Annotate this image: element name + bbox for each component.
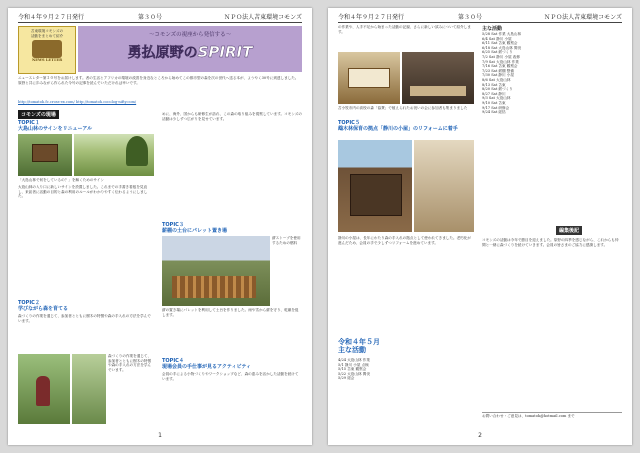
topic-2-text-cont: 森づくりの作業を通じて、参加者とともに樹木の特徴や森の手入れの方法を学んでいます。 — [108, 354, 152, 372]
photo-caption-2: 苫小牧市内の高校の森「協賛」で植えられたお祝いの会に参加者も集まりました — [338, 106, 468, 110]
topic-3-text: 薪の置き場にパレットを利用して土台を作りました。雨や雪から薪を守り、乾燥を促します。 — [162, 308, 299, 317]
topic-2-text: 森づくりの作業を通じて、参加者とともに樹木の特徴や森の手入れの方法を学んでいます。 — [18, 314, 151, 323]
activity-item: 9/17 Sat 研修会 — [482, 105, 510, 110]
activity-item: 7/9 Sat 大島山林 作業 — [482, 59, 519, 64]
contact-line[interactable]: お問い合わせ・ご意見は、tomatoh@hotmail.com まで — [482, 412, 622, 424]
table-icon — [410, 86, 466, 96]
banner-title-en: SPIRIT — [197, 43, 253, 61]
info-box — [18, 26, 76, 74]
activity-item: 6/18 Sat 大島山林 間伐 — [482, 45, 522, 50]
logo-text: NEWS LETTER — [31, 58, 63, 63]
tree-icon — [126, 136, 148, 166]
photo-meadow — [74, 134, 154, 176]
col2-text-1: めに、海外、国からも研修生が訪れ、この森の取り組みを視察しています。コモンズの活動は少しずつ広がりを見せています。 — [162, 112, 302, 121]
activity-item: 6/11 Sat 苫東 観察会 — [482, 41, 518, 46]
issue-date: 令和４年９月２７日発行 — [338, 14, 405, 21]
page-number: 2 — [478, 432, 482, 439]
photo-sign — [18, 134, 72, 176]
photo-cabin — [338, 140, 412, 232]
activity-item: 8/20 Sat 薪づくり — [482, 87, 513, 92]
activity-list — [482, 32, 622, 115]
photo-work — [72, 354, 106, 424]
section-label: コモンズの現場 — [18, 110, 59, 119]
editor-note-text: コモンズの活動は今年で節目を迎えました。原野の四季を感じながら、これからも仲間と一緒に森づくりを続けていきます。会員の皆さまのご協力に感謝します。 — [482, 238, 619, 247]
topic-5-text: 静川の小屋は、長年にわたり森の手入れの拠点として使われてきました。老朽化が進んだため、会員の手で少しずつリフォームを進めています。 — [338, 236, 471, 245]
topic-4-heading: TOPIC４ 現場会員の手仕事が見るアクティビティ — [162, 358, 252, 370]
activity-item: 9/10 Sat 苫東 — [482, 100, 506, 105]
intro-text: ニュースレター第３０号をお届けします。者の生活とアフリカの環境の改善を身近なところから始めてこの都市型の森を次の世代へ送る本が、ようやく30号に到達しました。原野と共に歩みながら作られた今号の記事を読んでいただければ幸いです。 — [18, 76, 299, 85]
activity-item: 7/16 Sat 苫東 観察会 — [482, 64, 518, 69]
topic-2-heading: TOPIC２ 学びながら森を育てる — [18, 300, 69, 312]
activity-item: 6/25 Sat 薪づくり — [482, 50, 513, 55]
report-item: 5/22 大島山林 間伐 — [338, 371, 370, 376]
photo-signboard — [338, 52, 400, 104]
org-name: ＮＰＯ法人苫東環境コモンズ — [224, 14, 302, 21]
activity-item: 7/23 Sat 薪棚 整備 — [482, 68, 514, 73]
report-item: 5/29 総会 — [338, 376, 355, 381]
photo-gathering — [402, 52, 474, 104]
newsletter-page-1 — [8, 8, 312, 445]
logo-icon — [32, 40, 62, 58]
photo-interior — [414, 140, 474, 232]
activity-item: 5/28 Sat 作業 大島山林 — [482, 32, 522, 36]
topic-3-heading: TOPIC３ 薪棚の土台にパレット置き場 — [162, 222, 227, 234]
report-list — [338, 358, 474, 381]
cabin-icon — [350, 174, 402, 216]
photo-woodpile — [162, 236, 270, 306]
issue-number: 第３０号 — [138, 14, 163, 21]
issue-date: 令和４年９月２７日発行 — [18, 14, 85, 21]
activity-item: 9/3 Sat 大島山林 — [482, 96, 511, 101]
activity-heading: 主な活動 — [482, 26, 503, 32]
website-urls[interactable]: http://tomatoh.fc.cross-ex.com/ http://tomatoh.cocolog-nifty.com/ — [18, 100, 137, 104]
newsletter-page-2 — [328, 8, 632, 445]
issue-number: 第３０号 — [458, 14, 483, 21]
topic-4-text: 会員の手による小物づくりやワークショップなど、森の恵みを活かした活動を続けています。 — [162, 372, 299, 381]
activity-item: 6/4 Sat 静川 小屋 — [482, 36, 512, 41]
page-header — [338, 12, 622, 23]
photo-caption-3: 薪ストーブを使用するための燃料 — [272, 236, 301, 245]
info-line-2: 活動をまとめて紹介 — [30, 33, 64, 38]
banner-title — [78, 42, 302, 62]
activity-item: 8/6 Sat 大島山林 — [482, 77, 511, 82]
page-number: 1 — [158, 432, 162, 439]
topic-5-heading: TOPIC５ 鵡木林保育の拠点「静川の小屋」のリフォームに着手 — [338, 120, 458, 132]
report-item: 5/15 苫東 観察会 — [338, 367, 367, 372]
signboard-icon — [348, 68, 390, 88]
activity-item: 9/24 Sat 総括 — [482, 110, 506, 115]
editor-note-label: 編集後記 — [556, 226, 582, 235]
report-item: 4/24 大島山林 作業 — [338, 358, 370, 362]
activity-item: 8/27 Sat 静川 — [482, 91, 506, 96]
banner-subtitle: 〜コモンズの視座から発信する〜 — [148, 32, 232, 38]
info-line-1: 苫東環境コモンズの — [30, 29, 64, 33]
topic-1-heading: TOPIC１ 大島山林のサインをリニューアル — [18, 120, 93, 132]
topic-1-text: 大島山林の入り口に新しいサインを設置しました。これまでの手書き看板を見直し、来訪者に活動の目的と森の利用のルールがわかりやすく伝わるようにしました。 — [18, 185, 148, 199]
org-name: ＮＰＯ法人苫東環境コモンズ — [544, 14, 622, 21]
report-heading: 令和４年５月 主な活動 — [338, 338, 380, 354]
photo-people — [18, 354, 70, 424]
photo-caption-1: 「大島山林で何をしているの？」を解くためのサイン — [18, 178, 104, 182]
person-icon — [36, 376, 50, 406]
banner-title-jp: 勇払原野の — [127, 45, 198, 61]
page-header — [18, 12, 302, 23]
activity-item: 8/13 Sat 苫東 — [482, 82, 506, 87]
sign-board-icon — [32, 144, 58, 162]
report-item: 5/1 静川 小屋 点検 — [338, 362, 369, 367]
activity-item: 7/30 Sat 静川 小屋 — [482, 73, 514, 78]
col1-text-1: の作業や、人手不足から始まった活動の記録、さらに新しい試みについて紹介します。 — [338, 25, 471, 34]
activity-item: 7/2 Sat 静川 小屋 改修 — [482, 54, 520, 59]
woodpile-icon — [172, 276, 256, 298]
title-banner — [78, 26, 302, 72]
